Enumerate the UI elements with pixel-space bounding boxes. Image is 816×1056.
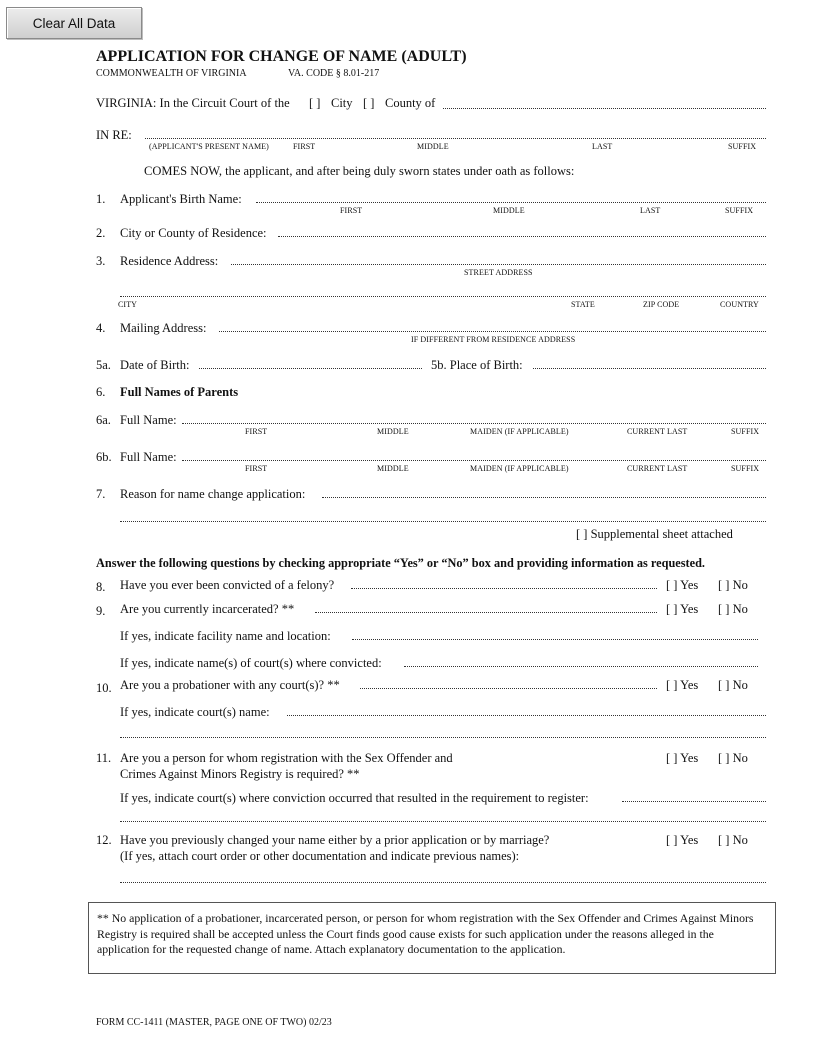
q10-leader <box>360 686 657 689</box>
court-prefix: VIRGINIA: In the Circuit Court of the <box>96 96 290 110</box>
q11-no-checkbox[interactable]: [ ] No <box>718 751 748 765</box>
caption-current-last: CURRENT LAST <box>627 427 688 436</box>
city-state-zip-field[interactable] <box>120 294 766 297</box>
caption-suffix: SUFFIX <box>731 427 760 436</box>
caption-street-address: STREET ADDRESS <box>464 268 533 277</box>
item-number: 6b. <box>96 450 112 464</box>
registry-court-field[interactable] <box>622 799 766 802</box>
q8-leader <box>351 586 657 589</box>
reason-label: Reason for name change application: <box>120 487 306 501</box>
item-number: 7. <box>96 487 106 501</box>
county-field[interactable] <box>443 106 766 109</box>
q12-label-line2: (If yes, attach court order or other documentation and indicate previous names): <box>120 849 520 863</box>
caption-middle: MIDDLE <box>493 206 525 215</box>
residence-city-label: City or County of Residence: <box>120 226 267 240</box>
caption-city: CITY <box>118 300 138 309</box>
county-checkbox[interactable]: [ ] <box>363 96 375 110</box>
present-name-field[interactable] <box>145 136 766 139</box>
probation-court-field[interactable] <box>287 713 766 716</box>
q9b-label: If yes, indicate name(s) of court(s) where convicted: <box>120 656 382 670</box>
caption-maiden: MAIDEN (IF APPLICABLE) <box>470 427 569 436</box>
caption-middle: MIDDLE <box>417 142 449 151</box>
commonwealth-label: COMMONWEALTH OF VIRGINIA <box>96 68 247 79</box>
caption-first: FIRST <box>245 427 268 436</box>
in-re-label: IN RE: <box>96 128 132 142</box>
q10-label: Are you a probationer with any court(s)? ** <box>120 678 340 692</box>
parent-a-label: Full Name: <box>120 413 177 427</box>
facility-field[interactable] <box>352 637 758 640</box>
caption-suffix: SUFFIX <box>725 206 754 215</box>
item-number: 12. <box>96 833 112 847</box>
q10a-label: If yes, indicate court(s) name: <box>120 705 270 719</box>
caption-last: LAST <box>640 206 661 215</box>
q8-yes-checkbox[interactable]: [ ] Yes <box>666 578 699 592</box>
parent-b-label: Full Name: <box>120 450 177 464</box>
item-number: 5a. <box>96 358 111 372</box>
q8-no-checkbox[interactable]: [ ] No <box>718 578 748 592</box>
caption-maiden: MAIDEN (IF APPLICABLE) <box>470 464 569 473</box>
caption-suffix: SUFFIX <box>731 464 760 473</box>
q9a-label: If yes, indicate facility name and location: <box>120 629 331 643</box>
clear-all-data-button[interactable]: Clear All Data <box>6 7 142 39</box>
pob-field[interactable] <box>533 366 766 369</box>
caption-suffix: SUFFIX <box>728 142 757 151</box>
item-number: 6a. <box>96 413 111 427</box>
item-number: 11. <box>96 751 112 765</box>
mailing-address-field[interactable] <box>219 329 766 332</box>
caption-first: FIRST <box>340 206 363 215</box>
q11a-label: If yes, indicate court(s) where conviction occurred that resulted in the requirement to register: <box>120 791 589 805</box>
previous-names-field[interactable] <box>120 880 766 883</box>
item-number: 2. <box>96 226 106 240</box>
reason-field[interactable] <box>322 495 766 498</box>
probation-court-field-line2[interactable] <box>120 735 766 738</box>
q9-no-checkbox[interactable]: [ ] No <box>718 602 748 616</box>
q8-label: Have you ever been convicted of a felony? <box>120 578 335 592</box>
probationer-note: ** No application of a probationer, incarcerated person, or person for whom registration with the Sex Offender and Crimes Against Minors Registry is required shall be accepted unless the Court finds good cause exists for such application under the reasons alleged in the application for the requested change of name. Attach explanatory documentation to the application. <box>88 902 776 974</box>
city-checkbox[interactable]: [ ] <box>309 96 321 110</box>
parents-heading: Full Names of Parents <box>120 385 239 399</box>
intro-text: COMES NOW, the applicant, and after being duly sworn states under oath as follows: <box>144 164 575 178</box>
item-number: 1. <box>96 192 106 206</box>
supplemental-checkbox[interactable]: [ ] Supplemental sheet attached <box>576 527 733 541</box>
q12-yes-checkbox[interactable]: [ ] Yes <box>666 833 699 847</box>
q10-yes-checkbox[interactable]: [ ] Yes <box>666 678 699 692</box>
caption-if-different: IF DIFFERENT FROM RESIDENCE ADDRESS <box>411 335 576 344</box>
residence-address-label: Residence Address: <box>120 254 219 268</box>
q12-no-checkbox[interactable]: [ ] No <box>718 833 748 847</box>
city-label: City <box>331 96 353 110</box>
item-number: 3. <box>96 254 106 268</box>
street-address-field[interactable] <box>231 262 766 265</box>
dob-label: Date of Birth: <box>120 358 190 372</box>
q12-label-line1: Have you previously changed your name either by a prior application or by marriage? <box>120 833 550 847</box>
caption-current-last: CURRENT LAST <box>627 464 688 473</box>
birth-name-label: Applicant's Birth Name: <box>120 192 242 206</box>
convicted-courts-field[interactable] <box>404 664 758 667</box>
q9-yes-checkbox[interactable]: [ ] Yes <box>666 602 699 616</box>
reason-field-line2[interactable] <box>120 519 766 522</box>
caption-last: LAST <box>592 142 613 151</box>
registry-court-field-line2[interactable] <box>120 819 766 822</box>
caption-present-name: (APPLICANT'S PRESENT NAME) <box>149 142 269 151</box>
caption-zip-code: ZIP CODE <box>643 300 680 309</box>
va-code-label: VA. CODE § 8.01-217 <box>288 68 380 79</box>
q9-leader <box>315 610 657 613</box>
q9-label: Are you currently incarcerated? ** <box>120 602 295 616</box>
caption-first: FIRST <box>245 464 268 473</box>
q11-label-line2: Crimes Against Minors Registry is required? ** <box>120 767 360 781</box>
birth-name-field[interactable] <box>256 200 766 203</box>
form-footer: FORM CC-1411 (MASTER, PAGE ONE OF TWO) 02/23 <box>96 1017 332 1028</box>
caption-state: STATE <box>571 300 595 309</box>
caption-first: FIRST <box>293 142 316 151</box>
caption-country: COUNTRY <box>720 300 759 309</box>
item-number: 8. <box>96 580 106 594</box>
mailing-address-label: Mailing Address: <box>120 321 207 335</box>
residence-city-field[interactable] <box>278 234 766 237</box>
item-number: 9. <box>96 604 106 618</box>
q11-yes-checkbox[interactable]: [ ] Yes <box>666 751 699 765</box>
item-number: 6. <box>96 385 106 399</box>
dob-field[interactable] <box>199 366 422 369</box>
parent-b-field[interactable] <box>182 458 766 461</box>
item-number: 4. <box>96 321 106 335</box>
county-label: County of <box>385 96 436 110</box>
pob-label: 5b. Place of Birth: <box>431 358 523 372</box>
caption-middle: MIDDLE <box>377 427 409 436</box>
q11-label-line1: Are you a person for whom registration with the Sex Offender and <box>120 751 453 765</box>
parent-a-field[interactable] <box>182 421 766 424</box>
questions-instruction: Answer the following questions by checking appropriate “Yes” or “No” box and providing information as requested. <box>96 556 705 570</box>
item-number: 10. <box>96 681 112 695</box>
caption-middle: MIDDLE <box>377 464 409 473</box>
q10-no-checkbox[interactable]: [ ] No <box>718 678 748 692</box>
form-title: APPLICATION FOR CHANGE OF NAME (ADULT) <box>96 48 467 65</box>
